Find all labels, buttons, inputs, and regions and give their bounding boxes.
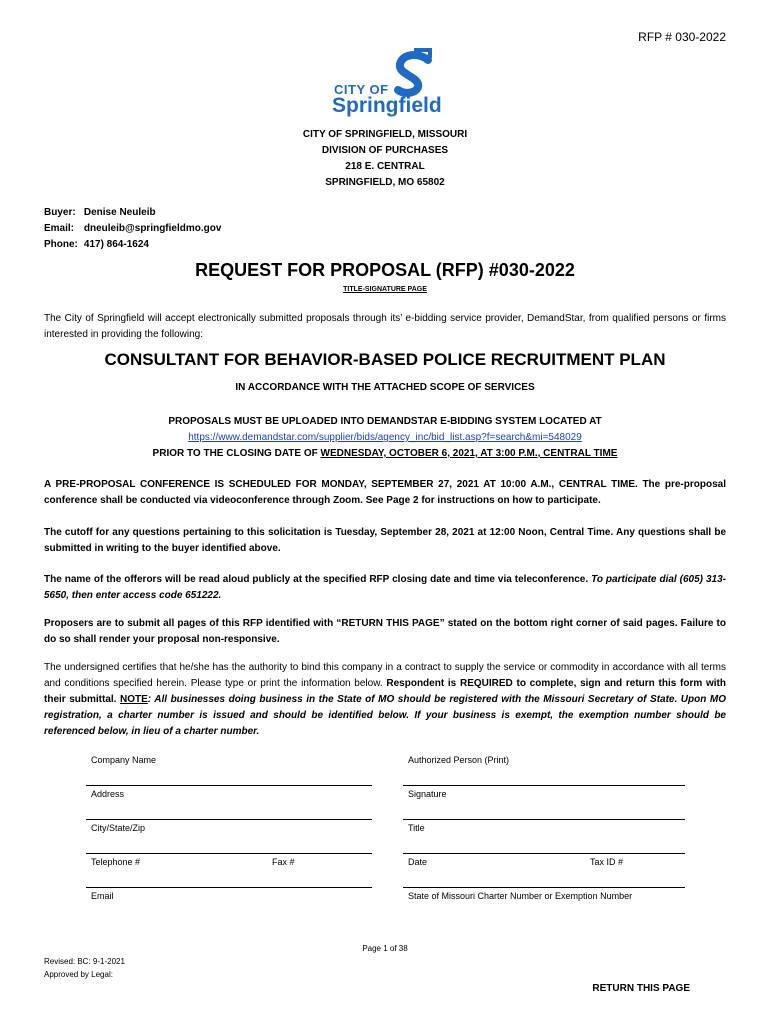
buyer-label: Buyer: (44, 207, 76, 218)
buyer-name: Denise Neuleib (83, 207, 156, 218)
rfp-number: RFP # 030-2022 (638, 30, 726, 44)
date-tax-id-field[interactable] (403, 887, 685, 888)
authorized-person-label: Authorized Person (Print) (408, 755, 510, 765)
email-label: Email: (44, 223, 75, 234)
address-line: CITY OF SPRINGFIELD, MISSOURI (302, 129, 468, 140)
cutoff-paragraph: The cutoff for any questions pertaining to this solicitation is Tuesday, September 28, 2021 at 12:00 Noon, Central Time. Any questions shall be submitted in writing to the buyer identified above. (44, 527, 726, 554)
pre-proposal-paragraph: A PRE-PROPOSAL CONFERENCE IS SCHEDULED FOR MONDAY, SEPTEMBER 27, 2021 AT 10:00 A.M., CENTRAL TIME. The pre-proposal conference shall be conducted via videoconference through Zoom. See Page 2 for instructions on how to participate. (44, 479, 726, 506)
certify-note: : All businesses doing business in the State of MO should be registered with the Missouri Secretary of State. Upon MO registration, a charter number is issued and should be identified below. If your business is exempt, the exemption number should be referenced below, in lieu of a charter number. (44, 694, 727, 737)
project-title: CONSULTANT FOR BEHAVIOR-BASED POLICE RECRUITMENT PLAN (104, 350, 666, 369)
upload-instructions (0, 414, 770, 462)
date-label: Date (408, 857, 428, 867)
address-line: 218 E. CENTRAL (345, 161, 425, 172)
certification-paragraph (44, 660, 726, 740)
telephone-label: Telephone # (91, 857, 141, 867)
city-state-zip-field[interactable] (86, 853, 372, 854)
buyer-contact (44, 205, 227, 253)
read-aloud-paragraph (44, 572, 726, 604)
certify-text: The undersigned certifies that he/she has the authority to bind this company in a contract to supply the service or commodity in accordance with all terms and conditions specified herein. Please type or print the information below. (44, 662, 726, 689)
company-name-label: Company Name (91, 755, 157, 765)
intro-paragraph: The City of Springfield will accept electronically submitted proposals through its’ e-bidding service provider, DemandStar, from qualified persons or firms interested in providing the following: (44, 313, 726, 340)
rfp-title: REQUEST FOR PROPOSAL (RFP) #030-2022 (195, 260, 575, 280)
return-pages-paragraph: Proposers are to submit all pages of this RFP identified with “RETURN THIS PAGE” stated on the bottom right corner of said pages. Failure to do so shall render your proposal non-responsive. (44, 618, 726, 645)
authorized-person-field[interactable] (403, 785, 685, 786)
address-line: SPRINGFIELD, MO 65802 (325, 177, 445, 188)
address-line: DIVISION OF PURCHASES (321, 145, 449, 156)
revision-info (44, 955, 125, 981)
return-this-page-label: RETURN THIS PAGE (592, 983, 690, 994)
title-signature-page-label: TITLE-SIGNATURE PAGE (343, 286, 427, 293)
address-label: Address (91, 789, 125, 799)
revised-date: Revised: BC: 9-1-2021 (44, 957, 125, 966)
buyer-phone: 417) 864-1624 (83, 239, 149, 250)
dial-in-instructions: To participate dial (605) 313-5650, then enter access code 651222. (44, 574, 726, 601)
tax-id-label: Tax ID # (590, 857, 624, 867)
city-logo (330, 48, 442, 120)
signature-field[interactable] (403, 819, 685, 820)
title-label: Title (408, 823, 425, 833)
certify-note-label: NOTE (119, 694, 148, 705)
charter-number-label: State of Missouri Charter Number or Exemption Number (408, 891, 633, 901)
title-field[interactable] (403, 853, 685, 854)
approved-by-legal: Approved by Legal: (44, 970, 113, 979)
address-block (0, 127, 770, 191)
logo-springfield: Springfield (332, 94, 442, 117)
address-field[interactable] (86, 819, 372, 820)
company-name-field[interactable] (86, 785, 372, 786)
logo-city-of: CITY OF (334, 82, 389, 97)
telephone-fax-field[interactable] (86, 887, 372, 888)
upload-line: PROPOSALS MUST BE UPLOADED INTO DEMANDSTAR E-BIDDING SYSTEM LOCATED AT (168, 416, 602, 427)
email-label: Email (91, 891, 114, 901)
read-aloud-text: The name of the offerors will be read aloud publicly at the specified RFP closing date and time via teleconference. (44, 574, 592, 585)
signature-label: Signature (408, 789, 447, 799)
demandstar-link[interactable]: https://www.demandstar.com/supplier/bids/agency_inc/bid_list.asp?f=search&mi=548029 (188, 432, 582, 443)
fax-label: Fax # (272, 857, 295, 867)
city-state-zip-label: City/State/Zip (91, 823, 146, 833)
phone-label: Phone: (44, 239, 78, 250)
scope-note: IN ACCORDANCE WITH THE ATTACHED SCOPE OF SERVICES (235, 382, 535, 393)
buyer-email: dneuleib@springfieldmo.gov (83, 223, 222, 234)
certify-required: Respondent is REQUIRED to complete, sign and return this form with their submittal. (44, 678, 726, 705)
closing-date: WEDNESDAY, OCTOBER 6, 2021, AT 3:00 P.M., CENTRAL TIME (320, 448, 618, 459)
closing-prefix: PRIOR TO THE CLOSING DATE OF (152, 448, 321, 459)
page-number: Page 1 of 38 (362, 944, 408, 953)
